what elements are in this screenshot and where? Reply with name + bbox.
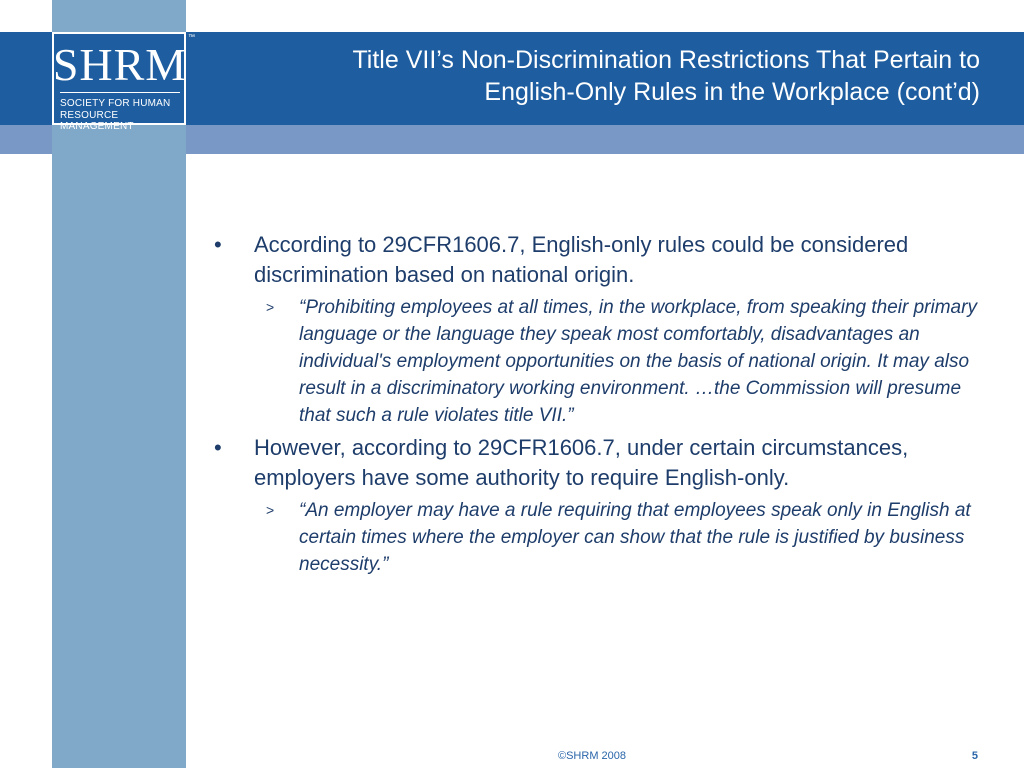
bullet-item (214, 433, 984, 493)
shrm-logo (52, 32, 188, 132)
logo-divider (60, 92, 180, 93)
sub-bullet-quote: “Prohibiting employees at all times, in the workplace, from speaking their primary language or the language they speak most comfortably, disadvantages an individual's employment opportunities on the basis of national origin. It may also result in a discriminatory working environment. …the Commission will presume that such a rule violates title VII.” (299, 297, 977, 426)
bullet-text: However, according to 29CFR1606.7, under certain circumstances, employers have some authority to require English-only. (254, 435, 909, 490)
bullet-text: According to 29CFR1606.7, English-only rules could be considered discrimination based on national origin. (254, 232, 909, 287)
sub-bullet-item (214, 497, 984, 578)
page-number: 5 (971, 750, 978, 762)
sub-bullet-item (214, 294, 984, 429)
logo-tagline-1: SOCIETY FOR HUMAN (60, 98, 171, 109)
slide-title-line-1: Title VII’s Non-Discrimination Restrictions That Pertain to (352, 46, 980, 74)
sub-bullet-marker: > (266, 299, 275, 315)
slide-title-line-2: English-Only Rules in the Workplace (cont’d) (484, 78, 980, 106)
logo-tagline-2: RESOURCE MANAGEMENT (60, 110, 134, 132)
logo-wordmark: SHRM (52, 38, 188, 90)
trademark-mark: ™ (188, 34, 195, 41)
slide-title (220, 44, 980, 108)
bullet-marker: • (214, 232, 222, 257)
slide-content (214, 230, 984, 578)
sub-bullet-marker: > (266, 502, 275, 518)
footer-copyright: ©SHRM 2008 (557, 750, 627, 762)
bullet-item (214, 230, 984, 290)
sub-bullet-quote: “An employer may have a rule requiring that employees speak only in English at certain times where the employer can show that the rule is justified by business necessity.” (299, 500, 971, 575)
bullet-marker: • (214, 435, 222, 460)
